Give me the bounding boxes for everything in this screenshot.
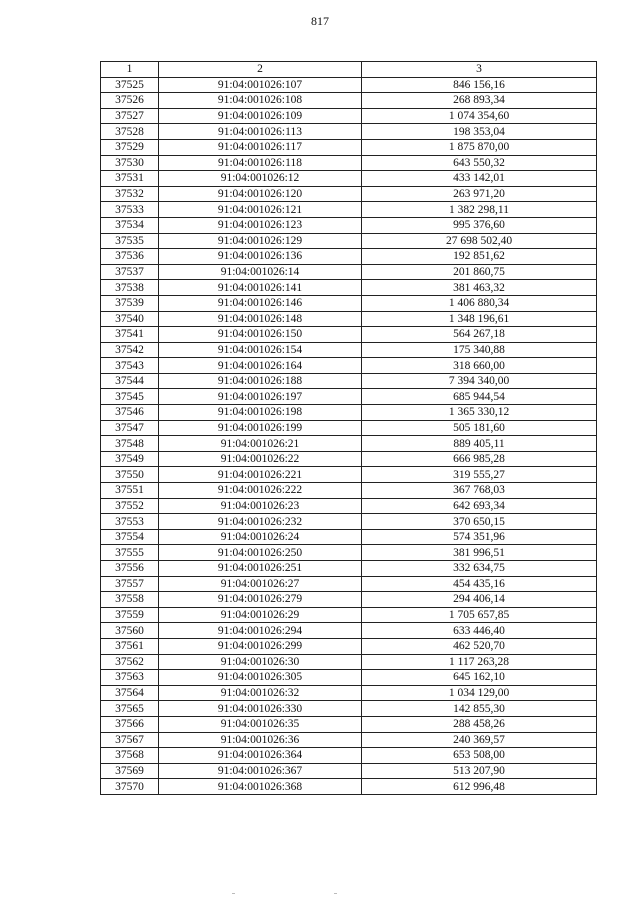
cadastral-number-cell: 91:04:001026:129 [159, 233, 362, 249]
table-row [101, 373, 597, 389]
row-number-cell: 37531 [101, 171, 159, 187]
table-row [101, 202, 597, 218]
row-number-cell: 37569 [101, 763, 159, 779]
cadastral-value-cell: 645 162,10 [362, 670, 597, 686]
row-number-cell: 37527 [101, 108, 159, 124]
table-row [101, 77, 597, 93]
cadastral-number-cell: 91:04:001026:154 [159, 342, 362, 358]
cadastral-value-cell: 666 985,28 [362, 451, 597, 467]
table-row [101, 451, 597, 467]
table-row [101, 483, 597, 499]
cadastral-value-cell: 612 996,48 [362, 779, 597, 795]
row-number-cell: 37564 [101, 685, 159, 701]
table-row [101, 186, 597, 202]
cadastral-value-cell: 142 855,30 [362, 701, 597, 717]
column-header-cadastral-value: 3 [362, 62, 597, 78]
table-row [101, 108, 597, 124]
row-number-cell: 37554 [101, 529, 159, 545]
cadastral-value-cell: 1 365 330,12 [362, 405, 597, 421]
column-header-cadastral-number: 2 [159, 62, 362, 78]
cadastral-number-cell: 91:04:001026:299 [159, 638, 362, 654]
cadastral-number-cell: 91:04:001026:199 [159, 420, 362, 436]
cadastral-number-cell: 91:04:001026:35 [159, 716, 362, 732]
cadastral-value-cell: 433 142,01 [362, 171, 597, 187]
table-row [101, 685, 597, 701]
cadastral-value-cell: 564 267,18 [362, 327, 597, 343]
row-number-cell: 37548 [101, 436, 159, 452]
table-row [101, 623, 597, 639]
cadastral-value-cell: 240 369,57 [362, 732, 597, 748]
row-number-cell: 37558 [101, 592, 159, 608]
cadastral-value-cell: 1 875 870,00 [362, 139, 597, 155]
table-row [101, 264, 597, 280]
cadastral-value-cell: 846 156,16 [362, 77, 597, 93]
row-number-cell: 37530 [101, 155, 159, 171]
cadastral-value-cell: 27 698 502,40 [362, 233, 597, 249]
table-row [101, 217, 597, 233]
cadastral-value-cell: 462 520,70 [362, 638, 597, 654]
table-row [101, 716, 597, 732]
table-row [101, 171, 597, 187]
cadastral-number-cell: 91:04:001026:36 [159, 732, 362, 748]
row-number-cell: 37547 [101, 420, 159, 436]
cadastral-number-cell: 91:04:001026:150 [159, 327, 362, 343]
cadastral-value-cell: 332 634,75 [362, 561, 597, 577]
cadastral-number-cell: 91:04:001026:164 [159, 358, 362, 374]
cadastral-value-cell: 381 463,32 [362, 280, 597, 296]
table-row [101, 389, 597, 405]
cadastral-number-cell: 91:04:001026:368 [159, 779, 362, 795]
row-number-cell: 37536 [101, 249, 159, 265]
table-row [101, 358, 597, 374]
cadastral-value-cell: 505 181,60 [362, 420, 597, 436]
row-number-cell: 37551 [101, 483, 159, 499]
table-row [101, 576, 597, 592]
cadastral-number-cell: 91:04:001026:108 [159, 93, 362, 109]
cadastral-number-cell: 91:04:001026:117 [159, 139, 362, 155]
cadastral-value-cell: 642 693,34 [362, 498, 597, 514]
row-number-cell: 37545 [101, 389, 159, 405]
row-number-cell: 37566 [101, 716, 159, 732]
row-number-cell: 37535 [101, 233, 159, 249]
table-row [101, 280, 597, 296]
table-row [101, 561, 597, 577]
cadastral-value-cell: 381 996,51 [362, 545, 597, 561]
cadastral-value-cell: 268 893,34 [362, 93, 597, 109]
cadastral-number-cell: 91:04:001026:30 [159, 654, 362, 670]
row-number-cell: 37528 [101, 124, 159, 140]
cadastral-number-cell: 91:04:001026:109 [159, 108, 362, 124]
cadastral-number-cell: 91:04:001026:27 [159, 576, 362, 592]
header-row [101, 62, 597, 78]
cadastral-number-cell: 91:04:001026:123 [159, 217, 362, 233]
table-row [101, 748, 597, 764]
cadastral-value-cell: 1 705 657,85 [362, 607, 597, 623]
table-row [101, 342, 597, 358]
row-number-cell: 37568 [101, 748, 159, 764]
cadastral-number-cell: 91:04:001026:330 [159, 701, 362, 717]
cadastral-number-cell: 91:04:001026:23 [159, 498, 362, 514]
table-row [101, 670, 597, 686]
cadastral-number-cell: 91:04:001026:197 [159, 389, 362, 405]
row-number-cell: 37562 [101, 654, 159, 670]
cadastral-number-cell: 91:04:001026:251 [159, 561, 362, 577]
cadastral-number-cell: 91:04:001026:12 [159, 171, 362, 187]
table-row [101, 233, 597, 249]
table-row [101, 124, 597, 140]
table-body [101, 77, 597, 794]
row-number-cell: 37567 [101, 732, 159, 748]
row-number-cell: 37543 [101, 358, 159, 374]
cadastral-number-cell: 91:04:001026:141 [159, 280, 362, 296]
cadastral-value-cell: 1 406 880,34 [362, 295, 597, 311]
table-row [101, 139, 597, 155]
row-number-cell: 37533 [101, 202, 159, 218]
table-row [101, 607, 597, 623]
cadastral-number-cell: 91:04:001026:32 [159, 685, 362, 701]
cadastral-number-cell: 91:04:001026:364 [159, 748, 362, 764]
cadastral-value-cell: 454 435,16 [362, 576, 597, 592]
table-row [101, 545, 597, 561]
row-number-cell: 37557 [101, 576, 159, 592]
cadastral-value-cell: 367 768,03 [362, 483, 597, 499]
cadastral-number-cell: 91:04:001026:121 [159, 202, 362, 218]
cadastral-number-cell: 91:04:001026:148 [159, 311, 362, 327]
row-number-cell: 37552 [101, 498, 159, 514]
cadastral-number-cell: 91:04:001026:250 [159, 545, 362, 561]
cadastral-number-cell: 91:04:001026:29 [159, 607, 362, 623]
cadastral-value-cell: 1 074 354,60 [362, 108, 597, 124]
table-row [101, 467, 597, 483]
cadastral-value-cell: 633 446,40 [362, 623, 597, 639]
table-row [101, 529, 597, 545]
page-number: 817 [311, 14, 329, 28]
table-row [101, 249, 597, 265]
table-row [101, 654, 597, 670]
cadastral-value-cell: 294 406,14 [362, 592, 597, 608]
cadastral-value-cell: 1 117 263,28 [362, 654, 597, 670]
row-number-cell: 37532 [101, 186, 159, 202]
cadastral-value-cell: 192 851,62 [362, 249, 597, 265]
row-number-cell: 37570 [101, 779, 159, 795]
row-number-cell: 37553 [101, 514, 159, 530]
table-row [101, 295, 597, 311]
cadastral-value-cell: 201 860,75 [362, 264, 597, 280]
row-number-cell: 37546 [101, 405, 159, 421]
cadastral-value-cell: 288 458,26 [362, 716, 597, 732]
row-number-cell: 37534 [101, 217, 159, 233]
cadastral-value-cell: 370 650,15 [362, 514, 597, 530]
row-number-cell: 37560 [101, 623, 159, 639]
table-row [101, 327, 597, 343]
cadastral-number-cell: 91:04:001026:136 [159, 249, 362, 265]
cadastral-number-cell: 91:04:001026:305 [159, 670, 362, 686]
cadastral-number-cell: 91:04:001026:107 [159, 77, 362, 93]
row-number-cell: 37539 [101, 295, 159, 311]
scan-artifact [232, 893, 235, 894]
row-number-cell: 37549 [101, 451, 159, 467]
table-row [101, 701, 597, 717]
cadastral-number-cell: 91:04:001026:22 [159, 451, 362, 467]
cadastral-value-cell: 685 944,54 [362, 389, 597, 405]
cadastral-number-cell: 91:04:001026:118 [159, 155, 362, 171]
cadastral-value-cell: 653 508,00 [362, 748, 597, 764]
table-row [101, 763, 597, 779]
cadastral-number-cell: 91:04:001026:14 [159, 264, 362, 280]
row-number-cell: 37542 [101, 342, 159, 358]
cadastral-value-cell: 643 550,32 [362, 155, 597, 171]
row-number-cell: 37561 [101, 638, 159, 654]
cadastral-value-cell: 889 405,11 [362, 436, 597, 452]
cadastral-value-cell: 263 971,20 [362, 186, 597, 202]
cadastral-value-cell: 1 348 196,61 [362, 311, 597, 327]
cadastral-number-cell: 91:04:001026:188 [159, 373, 362, 389]
row-number-cell: 37550 [101, 467, 159, 483]
cadastral-value-cell: 7 394 340,00 [362, 373, 597, 389]
row-number-cell: 37538 [101, 280, 159, 296]
cadastral-value-cell: 995 376,60 [362, 217, 597, 233]
table-row [101, 638, 597, 654]
table-header [101, 62, 597, 78]
row-number-cell: 37556 [101, 561, 159, 577]
row-number-cell: 37526 [101, 93, 159, 109]
cadastral-value-cell: 175 340,88 [362, 342, 597, 358]
cadastral-value-cell: 318 660,00 [362, 358, 597, 374]
cadastral-number-cell: 91:04:001026:222 [159, 483, 362, 499]
row-number-cell: 37540 [101, 311, 159, 327]
table-row [101, 779, 597, 795]
cadastral-value-cell: 513 207,90 [362, 763, 597, 779]
table-row [101, 732, 597, 748]
row-number-cell: 37565 [101, 701, 159, 717]
table-row [101, 155, 597, 171]
row-number-cell: 37525 [101, 77, 159, 93]
table-row [101, 498, 597, 514]
cadastral-value-cell: 198 353,04 [362, 124, 597, 140]
table-row [101, 436, 597, 452]
cadastral-number-cell: 91:04:001026:294 [159, 623, 362, 639]
table-row [101, 514, 597, 530]
row-number-cell: 37555 [101, 545, 159, 561]
cadastral-value-cell: 1 034 129,00 [362, 685, 597, 701]
cadastral-number-cell: 91:04:001026:232 [159, 514, 362, 530]
table-row [101, 405, 597, 421]
cadastral-number-cell: 91:04:001026:221 [159, 467, 362, 483]
table-row [101, 311, 597, 327]
cadastral-number-cell: 91:04:001026:21 [159, 436, 362, 452]
cadastral-value-cell: 319 555,27 [362, 467, 597, 483]
row-number-cell: 37559 [101, 607, 159, 623]
row-number-cell: 37541 [101, 327, 159, 343]
table-row [101, 592, 597, 608]
row-number-cell: 37529 [101, 139, 159, 155]
cadastral-number-cell: 91:04:001026:367 [159, 763, 362, 779]
cadastral-value-table [100, 61, 597, 795]
table-row [101, 93, 597, 109]
column-header-number: 1 [101, 62, 159, 78]
row-number-cell: 37544 [101, 373, 159, 389]
cadastral-number-cell: 91:04:001026:24 [159, 529, 362, 545]
row-number-cell: 37563 [101, 670, 159, 686]
cadastral-number-cell: 91:04:001026:120 [159, 186, 362, 202]
cadastral-number-cell: 91:04:001026:113 [159, 124, 362, 140]
scan-artifact [334, 893, 337, 894]
cadastral-value-cell: 574 351,96 [362, 529, 597, 545]
row-number-cell: 37537 [101, 264, 159, 280]
cadastral-number-cell: 91:04:001026:279 [159, 592, 362, 608]
cadastral-number-cell: 91:04:001026:146 [159, 295, 362, 311]
cadastral-number-cell: 91:04:001026:198 [159, 405, 362, 421]
cadastral-value-cell: 1 382 298,11 [362, 202, 597, 218]
table-row [101, 420, 597, 436]
